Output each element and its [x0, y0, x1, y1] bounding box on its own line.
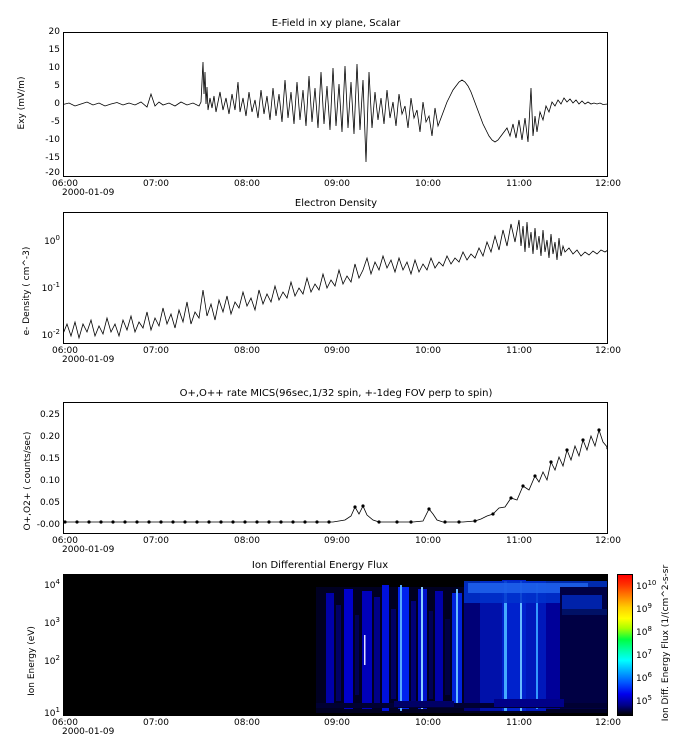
colorbar-tick: $10^9$ — [636, 602, 652, 615]
panel-density-ylabel: e- Density ( cm^-3) — [22, 246, 32, 336]
ytick: $10^4$ — [44, 578, 60, 591]
ytick: $10^1$ — [44, 706, 60, 719]
ytick: -15 — [45, 153, 60, 163]
ytick: $10^2$ — [44, 654, 60, 667]
colorbar-tick: $10^7$ — [636, 648, 652, 661]
xtick: 07:00 — [143, 179, 169, 189]
date-label: 2000-01-09 — [62, 545, 115, 555]
ytick: $10^0$ — [44, 234, 60, 247]
ytick: 20 — [48, 27, 60, 37]
ytick: -5 — [51, 117, 60, 127]
xtick: 12:00 — [595, 718, 621, 728]
xtick: 12:00 — [595, 346, 621, 356]
colorbar-tick: $10^{10}$ — [636, 579, 657, 592]
panel-spectrogram — [0, 556, 687, 755]
xtick: 07:00 — [143, 536, 169, 546]
panel-oplus-title: O+,O++ rate MICS(96sec,1/32 spin, +-1deg FOV perp to spin) — [179, 388, 493, 399]
xtick: 10:00 — [415, 346, 441, 356]
ytick: 5 — [54, 81, 60, 91]
panel-density-title: Electron Density — [294, 198, 378, 209]
xtick: 09:00 — [324, 346, 350, 356]
panel-oplus — [0, 380, 687, 570]
xtick: 10:00 — [415, 179, 441, 189]
panel-oplus-trace — [63, 402, 608, 534]
xtick: 11:00 — [506, 179, 532, 189]
date-label: 2000-01-09 — [62, 188, 115, 198]
ytick: $10^{-1}$ — [41, 281, 60, 294]
xtick: 06:00 — [52, 346, 78, 356]
xtick: 11:00 — [506, 718, 532, 728]
ytick: 0.15 — [39, 454, 60, 464]
panel-oplus-ylabel: O+,O2+ ( counts/sec) — [23, 431, 33, 531]
xtick: 06:00 — [52, 718, 78, 728]
xtick: 07:00 — [143, 346, 169, 356]
panel-efield-title: E-Field in xy plane, Scalar — [271, 18, 401, 29]
panel-efield-trace — [63, 32, 608, 177]
spectrogram-image — [64, 575, 607, 715]
ytick: 0.20 — [39, 432, 60, 442]
panel-efield-ylabel: Exy (mV/m) — [17, 76, 27, 130]
panel-spectrogram-ylabel: Ion Energy (eV) — [27, 626, 37, 696]
xtick: 08:00 — [234, 346, 260, 356]
xtick: 08:00 — [234, 179, 260, 189]
xtick: 12:00 — [595, 179, 621, 189]
ytick: 0.05 — [39, 498, 60, 508]
ytick: -20 — [45, 168, 60, 178]
colorbar-tick: $10^6$ — [636, 671, 652, 684]
colorbar-label: Ion Diff. Energy Flux (1/(cm^2-s-sr — [661, 564, 671, 722]
panel-efield — [0, 0, 687, 198]
ytick: -0.00 — [36, 520, 60, 530]
colorbar-tick: $10^5$ — [636, 694, 652, 707]
xtick: 08:00 — [234, 536, 260, 546]
ytick: 0 — [54, 99, 60, 109]
ytick: 0.10 — [39, 476, 60, 486]
xtick: 10:00 — [415, 718, 441, 728]
colorbar-tick: $10^8$ — [636, 625, 652, 638]
xtick: 09:00 — [324, 536, 350, 546]
panel-density-trace — [63, 212, 608, 344]
xtick: 06:00 — [52, 179, 78, 189]
ytick: 10 — [48, 63, 60, 73]
ytick: 15 — [48, 45, 60, 55]
xtick: 06:00 — [52, 536, 78, 546]
xtick: 09:00 — [324, 179, 350, 189]
xtick: 07:00 — [143, 718, 169, 728]
ytick: 0.25 — [39, 410, 60, 420]
xtick: 10:00 — [415, 536, 441, 546]
ytick: $10^3$ — [44, 616, 60, 629]
xtick: 09:00 — [324, 718, 350, 728]
xtick: 11:00 — [506, 346, 532, 356]
date-label: 2000-01-09 — [62, 727, 115, 737]
xtick: 12:00 — [595, 536, 621, 546]
panel-density — [0, 190, 687, 380]
xtick: 08:00 — [234, 718, 260, 728]
ytick: $10^{-2}$ — [41, 328, 60, 341]
date-label: 2000-01-09 — [62, 355, 115, 365]
colorbar — [617, 574, 633, 716]
xtick: 11:00 — [506, 536, 532, 546]
ytick: -10 — [45, 135, 60, 145]
panel-spectrogram-title: Ion Differential Energy Flux — [251, 560, 389, 571]
